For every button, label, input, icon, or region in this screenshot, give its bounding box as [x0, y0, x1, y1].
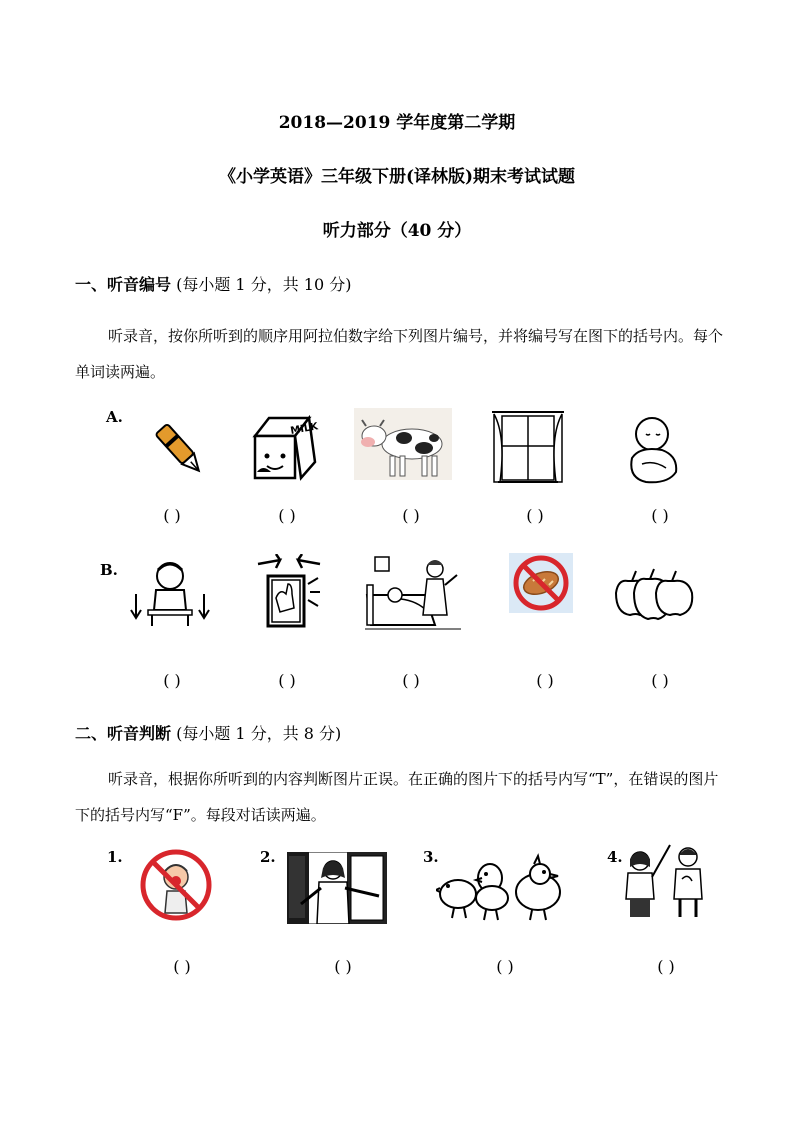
answer-blank[interactable]: ( )	[334, 957, 352, 976]
row-b-label: B.	[100, 561, 118, 579]
no-eating-icon	[139, 849, 213, 921]
close-book-icon	[254, 554, 324, 632]
baby-icon	[622, 412, 688, 488]
no-bread-icon	[509, 553, 573, 613]
section2-heading	[75, 721, 341, 744]
svg-text:MILK: MILK	[289, 421, 319, 437]
answer-blank[interactable]: ( )	[402, 506, 420, 525]
chicks-icon	[436, 848, 566, 922]
item-number: 3.	[423, 848, 439, 866]
answer-blank[interactable]: ( )	[657, 957, 675, 976]
answer-blank[interactable]: ( )	[496, 957, 514, 976]
teacher-boy-icon	[622, 843, 714, 919]
window-icon	[488, 406, 568, 486]
exam-year: 2018—2019 学年度第二学期	[278, 113, 516, 133]
section2-title: 二、听音判断	[75, 724, 172, 743]
pen-icon	[145, 412, 217, 478]
item-number: 1.	[107, 848, 123, 866]
answer-blank[interactable]: ( )	[278, 671, 296, 690]
item-number: 2.	[260, 848, 276, 866]
answer-blank[interactable]: ( )	[536, 671, 554, 690]
row-a-label: A.	[106, 408, 123, 426]
listening-part-title: 听力部分（40 分）	[322, 221, 472, 241]
answer-blank[interactable]: ( )	[173, 957, 191, 976]
section1-score: (每小题 1 分，共 10 分)	[171, 275, 352, 294]
teacher-board-icon	[287, 852, 387, 924]
section2-score: (每小题 1 分，共 8 分)	[171, 724, 342, 743]
answer-blank[interactable]: ( )	[526, 506, 544, 525]
answer-blank[interactable]: ( )	[163, 671, 181, 690]
cow-icon	[354, 408, 452, 480]
section1-instruction: 听录音，按你所听到的顺序用阿拉伯数字给下列图片编号，并将编号写在图下的括号内。每个单词读两遍。	[75, 327, 724, 381]
answer-blank[interactable]: ( )	[651, 671, 669, 690]
milk-carton-icon	[247, 412, 321, 482]
answer-blank[interactable]: ( )	[163, 506, 181, 525]
exam-title: 《小学英语》三年级下册(译林版)期末考试试题	[218, 167, 576, 187]
bedroom-icon	[365, 555, 461, 631]
sit-down-icon	[128, 558, 212, 630]
answer-blank[interactable]: ( )	[278, 506, 296, 525]
item-number: 4.	[607, 848, 623, 866]
section2-instruction: 听录音，根据你所听到的内容判断图片正误。在正确的图片下的括号内写“T”，在错误的图片下的括号内写“F”。每段对话读两遍。	[75, 770, 719, 824]
section1-title: 一、听音编号	[75, 275, 172, 294]
section1-heading	[75, 272, 351, 295]
apples-icon	[612, 565, 698, 623]
answer-blank[interactable]: ( )	[402, 671, 420, 690]
answer-blank[interactable]: ( )	[651, 506, 669, 525]
